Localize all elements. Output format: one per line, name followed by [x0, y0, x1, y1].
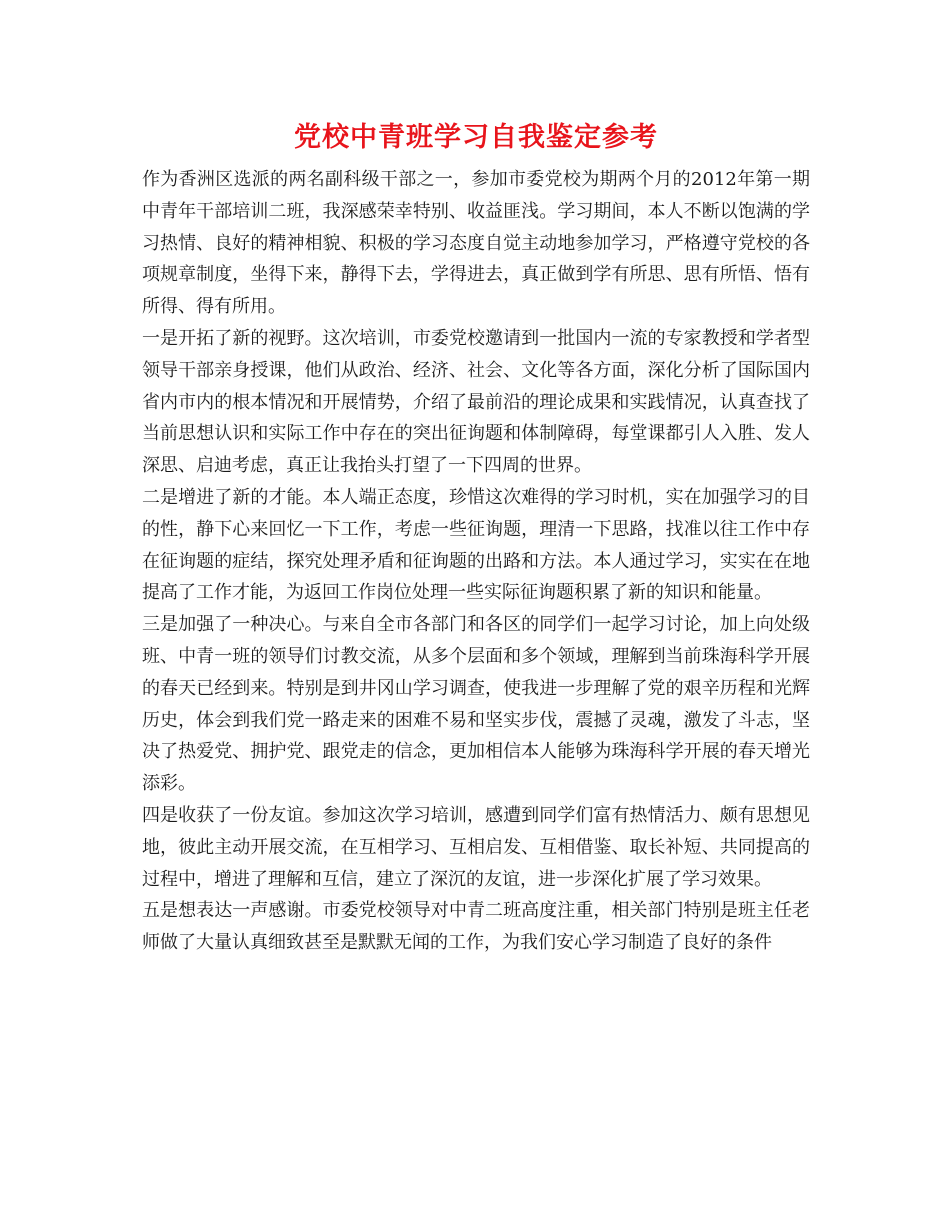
paragraph-point-2: 二是增进了新的才能。本人端正态度，珍惜这次难得的学习时机，实在加强学习的目的性，静下心来回忆一下工作，考虑一些征询题，理清一下思路，找准以往工作中存在征询题的症结，探究处理矛盾和征询题的出路和方法。本人通过学习，实实在在地提高了工作才能，为返回工作岗位处理一些实际征询题积累了新的知识和能量。 [142, 486, 810, 604]
paragraph-intro: 作为香洲区选派的两名副科级干部之一，参加市委党校为期两个月的2012年第一期中青年干部培训二班，我深感荣幸特别、收益匪浅。学习期间，本人不断以饱满的学习热情、良好的精神相貌、积极的学习态度自觉主动地参加学习，严格遵守党校的各项规章制度，坐得下来，静得下去，学得进去，真正做到学有所思、思有所悟、悟有所得、得有所用。 [142, 169, 810, 318]
paragraph-point-4: 四是收获了一份友谊。参加这次学习培训，感遭到同学们富有热情活力、颇有思想见地，彼此主动开展交流，在互相学习、互相启发、互相借鉴、取长补短、共同提高的过程中，增进了理解和互信，建立了深沉的友谊，进一步深化扩展了学习效果。 [142, 804, 810, 890]
paragraph-point-5: 五是想表达一声感谢。市委党校领导对中青二班高度注重，相关部门特别是班主任老师做了大量认真细致甚至是默默无闻的工作，为我们安心学习制造了良好的条件 [142, 900, 810, 954]
document-page [142, 118, 810, 959]
paragraph-point-3: 三是加强了一种决心。与来自全市各部门和各区的同学们一起学习讨论，加上向处级班、中青一班的领导们讨教交流，从多个层面和多个领域，理解到当前珠海科学开展的春天已经到来。特别是到井冈山学习调查，使我进一步理解了党的艰辛历程和光辉历史，体会到我们党一路走来的困难不易和坚实步伐，震撼了灵魂，激发了斗志，坚决了热爱党、拥护党、跟党走的信念，更加相信本人能够为珠海科学开展的春天增光添彩。 [142, 614, 810, 795]
paragraph-point-1: 一是开拓了新的视野。这次培训，市委党校邀请到一批国内一流的专家教授和学者型领导干部亲身授课，他们从政治、经济、社会、文化等各方面，深化分析了国际国内省内市内的根本情况和开展情势，介绍了最前沿的理论成果和实践情况，认真查找了当前思想认识和实际工作中存在的突出征询题和体制障碍，每堂课都引人入胜、发人深思、启迪考虑，真正让我抬头打望了一下四周的世界。 [142, 327, 810, 477]
document-body [142, 164, 810, 959]
document-title: 党校中青班学习自我鉴定参考 [294, 122, 658, 153]
